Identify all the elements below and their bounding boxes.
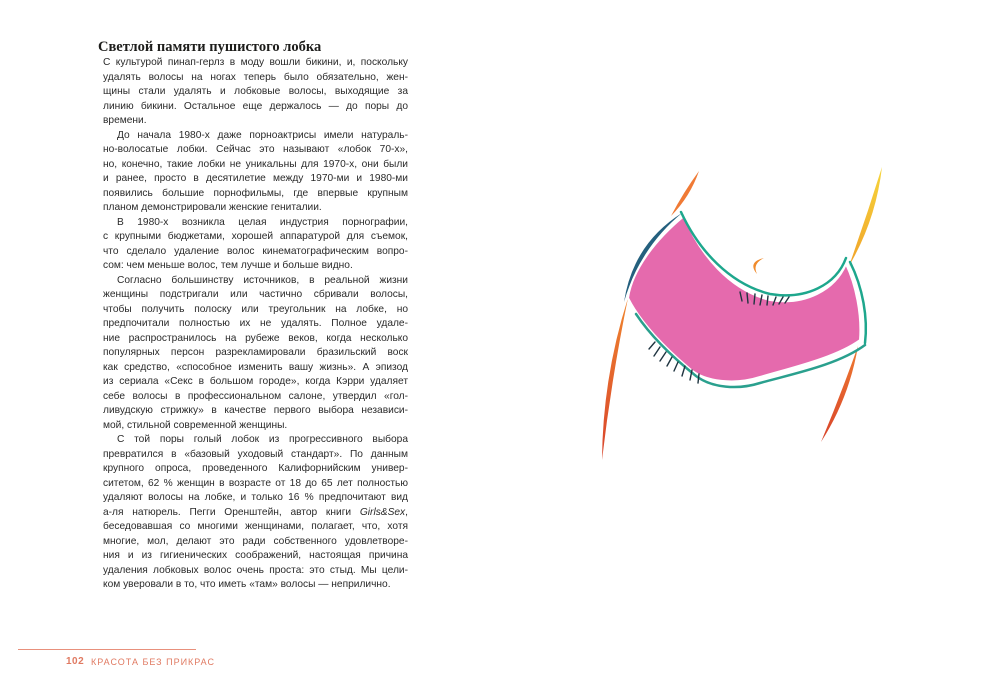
text-line: удалять волосы на ногах теперь было обязательно, жен-: [103, 71, 408, 83]
text-line: но-волосатые лобки. Сейчас это называют «лобок 70-х»,: [103, 144, 408, 155]
left-thigh-red-stroke: [602, 298, 628, 460]
paragraph: [103, 274, 408, 434]
running-title: КРАСОТА БЕЗ ПРИКРАС: [91, 657, 215, 667]
text-line: ние распространилось на рубеже веков, когда несколько: [103, 332, 408, 344]
hair-stroke: [654, 347, 660, 356]
text-line: себе волосы в профессиональном салоне, утвердил «гол-: [103, 390, 408, 402]
text-line: времени.: [103, 115, 147, 126]
text-line: мой, стильной современной женщины.: [103, 419, 288, 431]
text-line: С той поры голый лобок из прогрессивного выбора: [117, 434, 408, 445]
text-line: превратился в «базовый уходовый стандарт». По данным: [103, 448, 408, 460]
text-line: В 1980-х возникла целая индустрия порнографии,: [117, 216, 408, 228]
paragraph: [103, 216, 408, 274]
hair-stroke: [660, 352, 666, 361]
hair-stroke: [767, 296, 768, 305]
hair-stroke: [682, 366, 685, 376]
text-line: удаления лобковых волос очень проста: это стыд. Мы цели-: [103, 564, 408, 576]
text-segment: а-ля натюрель. Пегги Оренштейн, автор книги: [103, 506, 360, 518]
text-segment: ,: [405, 506, 408, 518]
text-line: предпочитали полностью их не удалять. Полное удале-: [103, 318, 408, 329]
text-line: чтобы получить полоску или треугольник на лобке, но: [103, 303, 408, 315]
text-line: как средство, «способное изменить вашу жизнь». А эпизод: [103, 361, 408, 373]
text-line: из сериала «Секс в большом городе», когда Кэрри удаляет: [103, 376, 408, 387]
navel-mark: [753, 258, 764, 274]
section-heading: Светлой памяти пушистого лобка: [98, 39, 322, 55]
text-line: но, конечно, такие лобки не уникальны для 1970-х, они были: [103, 158, 408, 170]
text-line: с крупными бюджетами, хорошей аппаратурой для съемок,: [103, 231, 408, 242]
text-line: щины стали удалять и лобковые волосы, выходящие за: [103, 86, 408, 97]
text-line: ком уверовали в то, что иметь «там» волосы — неприлично.: [103, 579, 391, 590]
text-line: многие, мол, делают это ради собственного удовлетворе-: [103, 535, 408, 547]
hair-stroke: [674, 362, 678, 371]
text-line: сом: чем меньше волос, тем лучше и больше видно.: [103, 260, 353, 271]
hair-stroke: [754, 294, 755, 304]
hair-stroke: [649, 342, 655, 349]
text-line: популярных персон разрекламировали бразильский воск: [103, 347, 408, 358]
paragraph: [103, 56, 408, 129]
right-waist-yellow-stroke: [849, 167, 882, 266]
text-line: Согласно большинству источников, в реальной жизни: [117, 274, 408, 286]
text-line: ситетом, 62 % женщин в возрасте от 18 до 65 лет полностью: [103, 477, 408, 489]
text-line: что сделало удаление волос кинематографическим вопро-: [103, 245, 408, 257]
text-line: крупного опроса, проведенного Калифорнийским универ-: [103, 463, 408, 474]
hair-stroke: [667, 357, 672, 366]
text-line: появились большие порнофильмы, где впервые крупным: [103, 187, 408, 199]
left-waist-orange-stroke: [671, 171, 699, 216]
article-body: [103, 56, 408, 593]
book-title-italic: Girls&Sex: [359, 506, 406, 518]
text-line: ливудскую стрижку» в качестве первого выбора независи-: [103, 405, 408, 416]
page-number: 102: [66, 656, 85, 667]
text-line: женщины подстригали или частично сбривали волосы,: [103, 289, 408, 300]
text-line: С культурой пинап-герлз в моду вошли бикини, и, поскольку: [103, 57, 408, 68]
footer-rule: [18, 649, 196, 650]
paragraph: [103, 129, 408, 216]
hair-stroke: [698, 374, 699, 383]
text-line: и ранее, просто в десятилетие между 1970-ми и 1980-ми: [103, 173, 408, 184]
text-line: планом демонстрировали женские гениталии.: [103, 202, 322, 213]
text-line: удаляют волосы на лобке, и только 16 % предпочитают вид: [103, 492, 408, 503]
paragraph: [103, 433, 408, 593]
torso-illustration: [590, 160, 890, 470]
text-line: [103, 506, 408, 521]
text-line: беседовавшая со многими женщинами, полагает, что, хотя: [103, 521, 408, 532]
hair-stroke: [747, 293, 748, 303]
text-line: ния и из гигиенических соображений, настоящая причина: [103, 550, 408, 561]
text-line: линию бикини. Остальное еще держалось — до поры до: [103, 100, 408, 112]
text-line: До начала 1980-х даже порноактрисы имели натураль-: [117, 129, 408, 141]
